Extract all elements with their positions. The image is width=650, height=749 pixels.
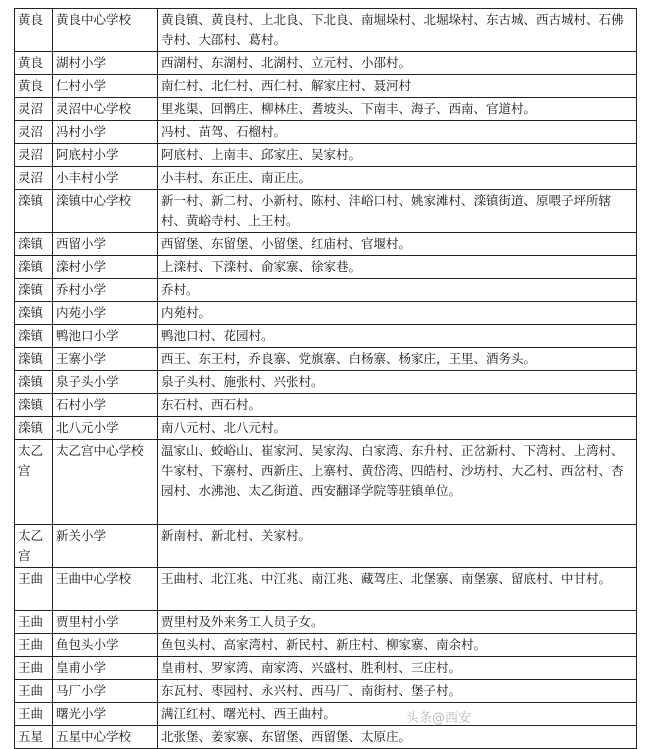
villages-cell: 东石村、西石村。	[158, 394, 637, 417]
school-cell: 黄良中心学校	[53, 9, 158, 52]
town-cell: 黄良	[15, 75, 53, 98]
villages-cell: 黄良镇、黄良村、上北良、下北良、南堀垛村、北堀垛村、东古城、西古城村、石佛寺村、大邵村、葛村。	[158, 9, 637, 52]
town-cell: 黄良	[15, 52, 53, 75]
school-cell: 王寨小学	[53, 348, 158, 371]
villages-cell: 冯村、苗驾、石榴村。	[158, 121, 637, 144]
table-body	[15, 9, 637, 749]
town-cell: 滦镇	[15, 325, 53, 348]
school-cell: 曙光小学	[53, 703, 158, 726]
school-cell: 鸭池口小学	[53, 325, 158, 348]
table-row	[15, 144, 637, 167]
table-row	[15, 657, 637, 680]
town-cell: 滦镇	[15, 302, 53, 325]
town-cell: 太乙宫	[15, 525, 53, 568]
villages-cell: 东瓦村、枣园村、永兴村、西马厂、南街村、堡子村。	[158, 680, 637, 703]
villages-cell: 西湖村、东湖村、北湖村、立元村、小邵村。	[158, 52, 637, 75]
table-row	[15, 611, 637, 634]
school-cell: 北八元小学	[53, 417, 158, 440]
table-row	[15, 525, 637, 568]
town-cell: 滦镇	[15, 279, 53, 302]
school-cell: 乔村小学	[53, 279, 158, 302]
table-row	[15, 302, 637, 325]
table-row	[15, 256, 637, 279]
school-cell: 滦镇中心学校	[53, 190, 158, 233]
table-row	[15, 568, 637, 611]
villages-cell: 西留堡、东留堡、小留堡、红庙村、官堰村。	[158, 233, 637, 256]
table-row	[15, 703, 637, 726]
town-cell: 太乙宫	[15, 440, 53, 525]
table-row	[15, 680, 637, 703]
school-cell: 新关小学	[53, 525, 158, 568]
school-cell: 仁村小学	[53, 75, 158, 98]
town-cell: 灵沼	[15, 121, 53, 144]
town-cell: 王曲	[15, 680, 53, 703]
table-row	[15, 279, 637, 302]
school-cell: 阿底村小学	[53, 144, 158, 167]
villages-cell: 温家山、蛟峪山、崔家河、吴家沟、白家湾、东升村、正岔新村、下湾村、上湾村、牛家村、下寨村、西新庄、上寨村、黄岱湾、四皓村、沙坊村、大乙村、西岔村、杏园村、水沸池、太乙街道、西安翻译学院等驻镇单位。	[158, 440, 637, 525]
town-cell: 王曲	[15, 703, 53, 726]
school-cell: 滦村小学	[53, 256, 158, 279]
town-cell: 灵沼	[15, 98, 53, 121]
school-cell: 王曲中心学校	[53, 568, 158, 611]
table-row	[15, 394, 637, 417]
town-cell: 滦镇	[15, 394, 53, 417]
town-cell: 滦镇	[15, 417, 53, 440]
villages-cell: 阿底村、上南丰、邱家庄、吴家村。	[158, 144, 637, 167]
town-cell: 王曲	[15, 611, 53, 634]
table-row	[15, 233, 637, 256]
school-cell: 皇甫小学	[53, 657, 158, 680]
villages-cell: 新南村、新北村、关家村。	[158, 525, 637, 568]
table-row	[15, 726, 637, 749]
town-cell: 王曲	[15, 657, 53, 680]
school-cell: 内苑小学	[53, 302, 158, 325]
town-cell: 滦镇	[15, 233, 53, 256]
document-page	[14, 8, 636, 744]
table-row	[15, 634, 637, 657]
town-cell: 滦镇	[15, 371, 53, 394]
school-cell: 贾里村小学	[53, 611, 158, 634]
town-cell: 灵沼	[15, 167, 53, 190]
school-cell: 五星中心学校	[53, 726, 158, 749]
town-cell: 灵沼	[15, 144, 53, 167]
town-cell: 王曲	[15, 634, 53, 657]
school-cell: 太乙宫中心学校	[53, 440, 158, 525]
villages-cell: 小丰村、东正庄、南正庄。	[158, 167, 637, 190]
school-cell: 湖村小学	[53, 52, 158, 75]
villages-cell: 鱼包头村、高家湾村、新民村、新庄村、柳家寨、南余村。	[158, 634, 637, 657]
table-row	[15, 440, 637, 525]
villages-cell: 皇甫村、罗家湾、南家湾、兴盛村、胜利村、三庄村。	[158, 657, 637, 680]
town-cell: 滦镇	[15, 256, 53, 279]
villages-cell: 内苑村。	[158, 302, 637, 325]
villages-cell: 上滦村、下滦村、俞家寨、徐家巷。	[158, 256, 637, 279]
villages-cell: 北张堡、姜家寨、东留堡、西留堡、太原庄。	[158, 726, 637, 749]
table-row	[15, 52, 637, 75]
villages-cell: 王曲村、北江兆、中江兆、南江兆、藏驾庄、北堡寨、南堡寨、留底村、中甘村。	[158, 568, 637, 611]
villages-cell: 乔村。	[158, 279, 637, 302]
table-row	[15, 9, 637, 52]
villages-cell: 满江红村、曙光村、西王曲村。	[158, 703, 637, 726]
school-cell: 泉子头小学	[53, 371, 158, 394]
school-cell: 石村小学	[53, 394, 158, 417]
table-row	[15, 325, 637, 348]
villages-cell: 西王、东王村，乔良寨、党旗寨、白杨寨、杨家庄，王里、酒务头。	[158, 348, 637, 371]
villages-cell: 贾里村及外来务工人员子女。	[158, 611, 637, 634]
school-district-table	[14, 8, 637, 749]
table-row	[15, 348, 637, 371]
table-row	[15, 75, 637, 98]
school-cell: 马厂小学	[53, 680, 158, 703]
table-row	[15, 167, 637, 190]
school-cell: 灵沼中心学校	[53, 98, 158, 121]
table-row	[15, 371, 637, 394]
town-cell: 滦镇	[15, 348, 53, 371]
table-row	[15, 190, 637, 233]
school-cell: 西留小学	[53, 233, 158, 256]
villages-cell: 南八元村、北八元村。	[158, 417, 637, 440]
villages-cell: 南仁村、北仁村、西仁村、解家庄村、聂河村	[158, 75, 637, 98]
school-cell: 小丰村小学	[53, 167, 158, 190]
town-cell: 五星	[15, 726, 53, 749]
town-cell: 王曲	[15, 568, 53, 611]
school-cell: 鱼包头小学	[53, 634, 158, 657]
town-cell: 黄良	[15, 9, 53, 52]
watermark-text: 头条@西安	[405, 711, 471, 726]
villages-cell: 新一村、新二村、小新村、陈村、沣峪口村、姚家滩村、滦镇街道、原喂子坪所辖村、黄峪寺村、上王村。	[158, 190, 637, 233]
villages-cell: 里兆渠、回鹘庄、柳林庄、耆坡头、下南丰、海子、西南、官道村。	[158, 98, 637, 121]
table-row	[15, 121, 637, 144]
villages-cell: 鸭池口村、花园村。	[158, 325, 637, 348]
school-cell: 冯村小学	[53, 121, 158, 144]
table-row	[15, 98, 637, 121]
table-row	[15, 417, 637, 440]
town-cell: 滦镇	[15, 190, 53, 233]
villages-cell: 泉子头村、施张村、兴张村。	[158, 371, 637, 394]
